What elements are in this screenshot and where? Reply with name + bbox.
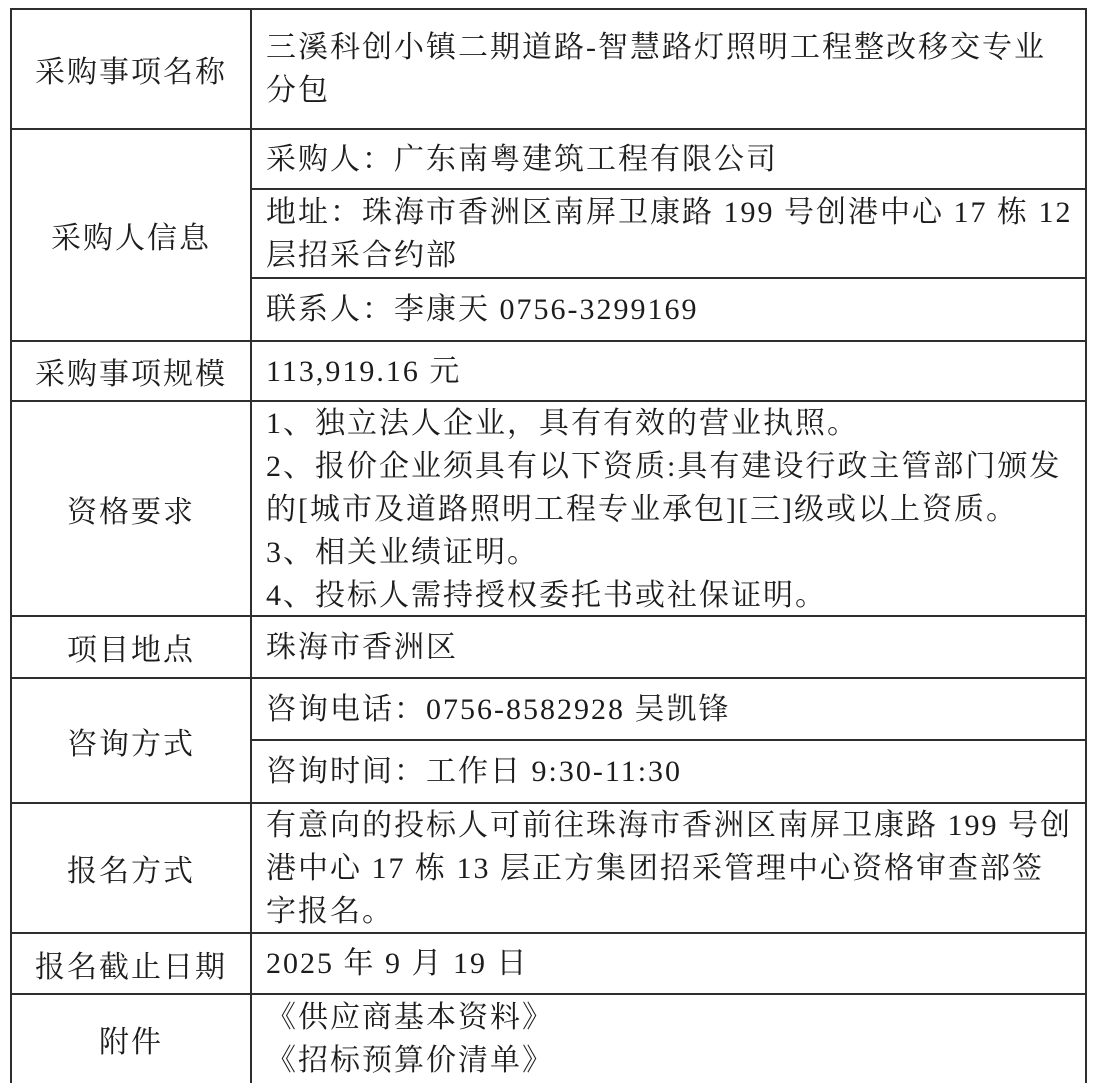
procurement-notice-table	[10, 8, 1087, 1083]
row-label-registration-method: 报名方式	[12, 804, 252, 932]
cell-scale-amount	[252, 342, 1085, 400]
table-row-purchaser-info	[12, 130, 1085, 342]
table-row-registration-method	[12, 804, 1085, 934]
purchaser-address-text: 地址：珠海市香洲区南屏卫康路 199 号创港中心 17 栋 12 层招采合约部	[266, 195, 1073, 272]
item-name-text: 三溪科创小镇二期道路-智慧路灯照明工程整改移交专业分包	[266, 31, 1046, 107]
row-label-item-name: 采购事项名称	[12, 10, 252, 128]
purchaser-name-text: 采购人：广东南粤建筑工程有限公司	[266, 142, 778, 176]
table-row-deadline	[12, 934, 1085, 995]
cell-purchaser-address	[252, 190, 1085, 279]
cell-registration-method	[252, 804, 1085, 933]
row-content-qualifications	[252, 402, 1085, 615]
table-row-item-name	[12, 10, 1085, 130]
row-label-deadline: 报名截止日期	[12, 934, 252, 993]
row-label-consultation: 咨询方式	[12, 679, 252, 802]
row-content-registration-method	[252, 804, 1085, 932]
qualification-item-2: 2、报价企业须具有以下资质:具有建设行政主管部门颁发的[城市及道路照明工程专业承包][三]级或以上资质。	[266, 450, 1062, 526]
attachment-item-2: 《招标预算价清单》	[266, 1044, 554, 1077]
row-content-deadline	[252, 934, 1085, 993]
row-label-location: 项目地点	[12, 617, 252, 677]
cell-purchaser-contact	[252, 279, 1085, 340]
row-content-attachments	[252, 995, 1085, 1083]
row-label-attachments: 附件	[12, 995, 252, 1083]
cell-deadline-date	[252, 934, 1085, 993]
cell-purchaser-name	[252, 130, 1085, 190]
registration-method-text: 有意向的投标人可前往珠海市香洲区南屏卫康路 199 号创港中心 17 栋 13 层正方集团招采管理中心资格审查部签字报名。	[266, 809, 1072, 928]
qualification-item-1: 1、独立法人企业，具有有效的营业执照。	[266, 407, 859, 440]
row-content-purchaser-info	[252, 130, 1085, 340]
location-text: 珠海市香洲区	[266, 630, 458, 664]
cell-item-name	[252, 10, 1085, 128]
cell-qualifications	[252, 402, 1085, 617]
consultation-phone-text: 咨询电话：0756-8582928 吴凯锋	[266, 692, 731, 726]
qualification-item-4: 4、投标人需持授权委托书或社保证明。	[266, 579, 827, 612]
cell-location	[252, 617, 1085, 677]
row-content-consultation	[252, 679, 1085, 802]
cell-attachments	[252, 995, 1085, 1083]
table-row-scale	[12, 342, 1085, 402]
consultation-time-text: 咨询时间：工作日 9:30-11:30	[266, 755, 683, 788]
table-row-consultation	[12, 679, 1085, 804]
table-row-location	[12, 617, 1085, 679]
row-label-scale: 采购事项规模	[12, 342, 252, 400]
deadline-date-text: 2025 年 9 月 19 日	[266, 947, 529, 980]
scale-amount-text: 113,919.16 元	[266, 354, 462, 388]
attachment-item-1: 《供应商基本资料》	[266, 1001, 554, 1034]
row-label-purchaser-info: 采购人信息	[12, 130, 252, 340]
row-label-qualifications: 资格要求	[12, 402, 252, 615]
row-content-location	[252, 617, 1085, 677]
row-content-item-name	[252, 10, 1085, 128]
table-row-attachments	[12, 995, 1085, 1083]
cell-consultation-phone	[252, 679, 1085, 741]
purchaser-contact-text: 联系人：李康天 0756-3299169	[266, 293, 699, 326]
row-content-scale	[252, 342, 1085, 400]
table-row-qualifications	[12, 402, 1085, 617]
qualification-item-3: 3、相关业绩证明。	[266, 536, 539, 569]
cell-consultation-time	[252, 741, 1085, 802]
